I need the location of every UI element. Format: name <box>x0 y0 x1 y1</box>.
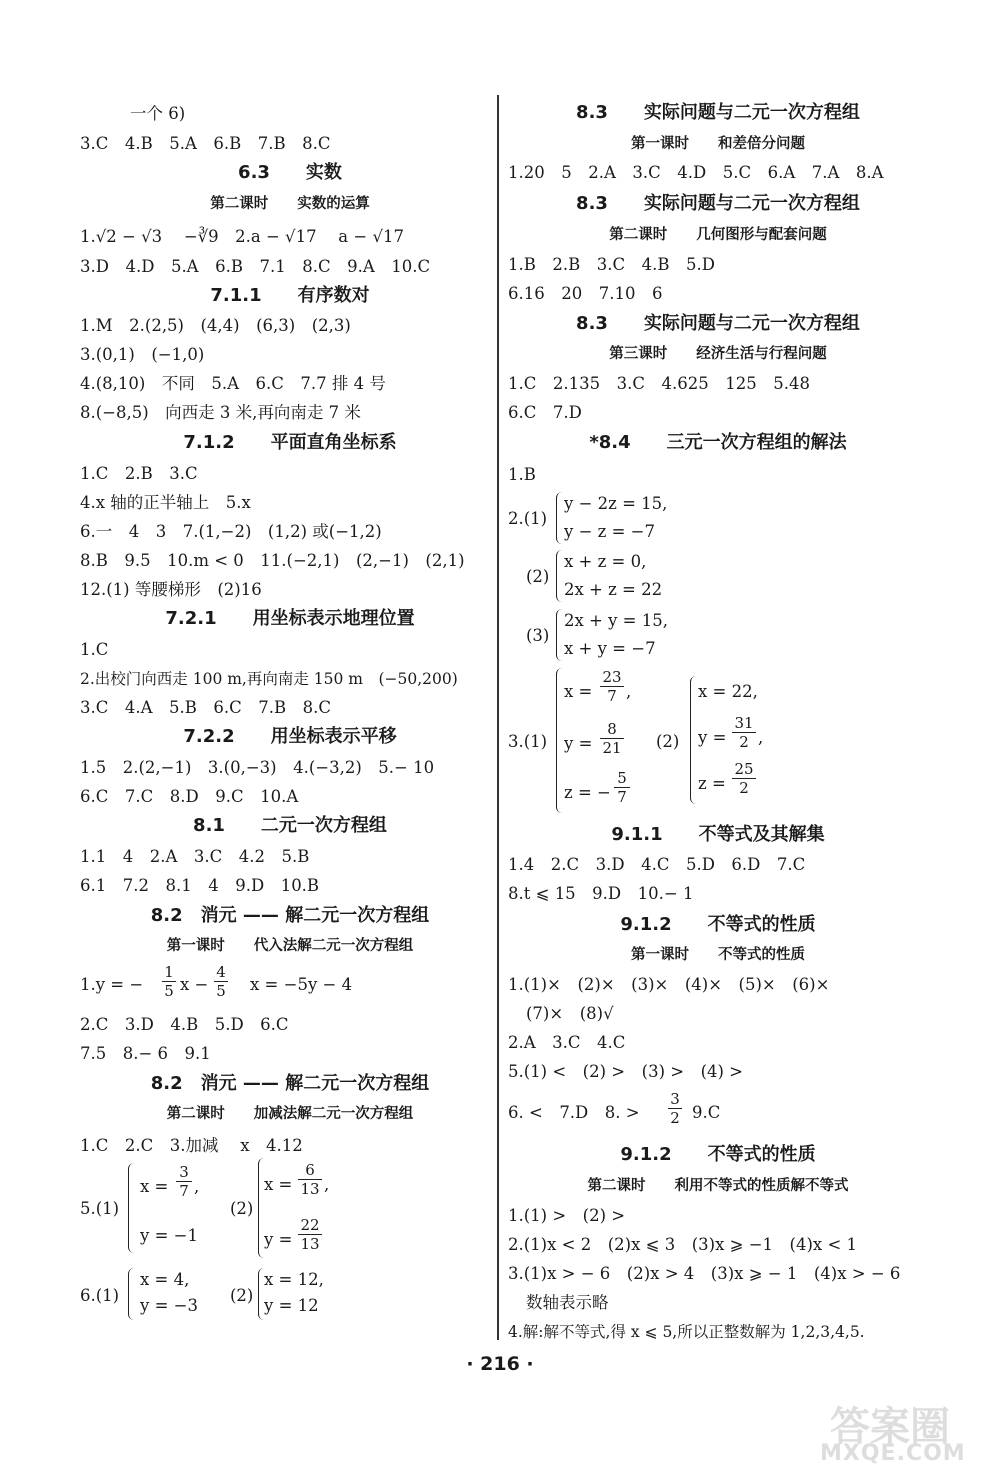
lesson-heading: 第三课时 经济生活与行程问题 <box>609 346 827 362</box>
answer-line: 1.M 2.(2,5) (4,4) (6,3) (2,3) <box>80 316 351 335</box>
fraction: $\frac{1}{5}$ <box>162 963 176 1000</box>
answer-line: 3.(0,1) (−1,0) <box>80 345 205 364</box>
left-brace <box>128 1268 136 1320</box>
section-heading: 7.1.2 平面直角坐标系 <box>183 432 397 453</box>
answer-line: 6.C 7.D <box>508 403 582 422</box>
answer-line: 9.C <box>692 1103 721 1122</box>
answer-line: 数轴表示略 <box>526 1293 609 1312</box>
equation: x = <box>564 682 593 701</box>
equation: x = 12, <box>264 1270 324 1289</box>
watermark <box>790 1395 990 1467</box>
fraction: $\frac{31}{2}$ <box>732 714 756 751</box>
section-heading: 9.1.2 不等式的性质 <box>620 1144 816 1165</box>
equation: x + z = 0, <box>564 552 647 571</box>
answer-line: 1.y = − <box>80 975 144 994</box>
lesson-heading: 第一课时 不等式的性质 <box>631 947 805 963</box>
answer-line: 1.5 2.(2,−1) 3.(0,−3) 4.(−3,2) 5.− 10 <box>80 758 435 777</box>
answer-line: 1.C 2.135 3.C 4.625 125 5.48 <box>508 374 810 393</box>
equation: y = <box>264 1230 293 1249</box>
answer-line: 2.出校门向西走 100 m,再向南走 150 m (−50,200) <box>80 670 458 688</box>
answer-line: 3.(1)x > − 6 (2)x > 4 (3)x ⩾ − 1 (4)x > − 6 <box>508 1264 901 1283</box>
answer-line: 5.(1) < (2) > (3) > (4) > <box>508 1062 744 1081</box>
fraction: $\frac{3}{7}$ <box>176 1163 192 1200</box>
page-number: · 216 · <box>466 1353 534 1375</box>
answer-line: 7.5 8.− 6 9.1 <box>80 1044 211 1063</box>
section-heading: *8.4 三元一次方程组的解法 <box>589 432 847 453</box>
equation: x + y = −7 <box>564 639 656 658</box>
fraction: $\frac{3}{2}$ <box>668 1090 682 1127</box>
section-heading: 7.2.2 用坐标表示平移 <box>183 726 397 747</box>
answer-label: (2) <box>526 567 550 586</box>
answer-line: 6.16 20 7.10 6 <box>508 284 663 303</box>
fraction: $\frac{22}{13}$ <box>298 1216 322 1253</box>
answer-label: (2) <box>656 732 680 751</box>
left-brace <box>556 550 564 602</box>
fraction: $\frac{6}{13}$ <box>298 1161 322 1198</box>
answer-line: 6.一 4 3 7.(1,−2) (1,2) 或(−1,2) <box>80 522 382 541</box>
answer-line: 1.4 2.C 3.D 4.C 5.D 6.D 7.C <box>508 855 806 874</box>
section-heading: 8.1 二元一次方程组 <box>193 815 387 836</box>
lesson-heading: 第一课时 代入法解二元一次方程组 <box>166 938 414 954</box>
equation: z = − <box>564 783 611 802</box>
answer-line: (7)× (8)√ <box>526 1004 614 1023</box>
equation: 2x + y = 15, <box>564 611 668 630</box>
left-brace <box>556 668 564 813</box>
answer-label: 3.(1) <box>508 732 548 751</box>
answer-line: 1.C <box>80 640 109 659</box>
answer-label: 5.(1) <box>80 1199 120 1218</box>
answer-label: 2.(1) <box>508 509 548 528</box>
fraction: $\frac{25}{2}$ <box>732 760 756 797</box>
section-heading: 9.1.2 不等式的性质 <box>620 914 816 935</box>
left-brace <box>556 609 564 661</box>
equation: x = <box>264 1175 293 1194</box>
equation: x = 22, <box>698 682 758 701</box>
lesson-heading: 第二课时 加减法解二元一次方程组 <box>166 1106 414 1122</box>
equation: y = −1 <box>140 1226 198 1245</box>
equation: y − 2z = 15, <box>564 494 668 513</box>
lesson-heading: 第二课时 实数的运算 <box>210 196 370 212</box>
equation: y = 12 <box>264 1296 319 1315</box>
answer-line: 8.t ⩽ 15 9.D 10.− 1 <box>508 884 694 903</box>
fraction: $\frac{8}{21}$ <box>600 720 624 757</box>
answer-line: 4.解:解不等式,得 x ⩽ 5,所以正整数解为 1,2,3,4,5. <box>508 1323 865 1341</box>
equation: y = −3 <box>140 1296 198 1315</box>
answer-line: 8.B 9.5 10.m < 0 11.(−2,1) (2,−1) (2,1) <box>80 551 465 570</box>
section-heading: 9.1.1 不等式及其解集 <box>611 824 825 845</box>
section-heading: 8.2 消元 —— 解二元一次方程组 <box>150 1073 430 1094</box>
left-brace <box>556 492 564 544</box>
lesson-heading: 第二课时 利用不等式的性质解不等式 <box>587 1178 849 1194</box>
equation: x = 4, <box>140 1270 190 1289</box>
equation: x = <box>140 1177 169 1196</box>
answer-line: x − <box>180 975 209 994</box>
answer-label: 6.(1) <box>80 1286 120 1305</box>
section-heading: 8.3 实际问题与二元一次方程组 <box>576 313 860 334</box>
answer-line: 一个 6) <box>130 104 186 123</box>
answer-line: 1.(1)× (2)× (3)× (4)× (5)× (6)× <box>508 975 830 994</box>
answer-line: 1.C 2.B 3.C <box>80 464 198 483</box>
answer-line: 1.20 5 2.A 3.C 4.D 5.C 6.A 7.A 8.A <box>508 163 884 182</box>
answer-line: 1.√2 − √3 −∛9 2.a − √17 a − √17 <box>80 227 404 246</box>
answer-line: 1.B 2.B 3.C 4.B 5.D <box>508 255 715 274</box>
fraction: $\frac{4}{5}$ <box>214 963 228 1000</box>
answer-line: 12.(1) 等腰梯形 (2)16 <box>80 580 262 599</box>
answer-line: 1.1 4 2.A 3.C 4.2 5.B <box>80 847 310 866</box>
answer-line: 4.x 轴的正半轴上 5.x <box>80 493 251 512</box>
equation: y = <box>698 728 727 747</box>
answer-line: 6. < 7.D 8. > <box>508 1103 640 1122</box>
left-brace <box>690 676 698 804</box>
watermark-site: MXQE.COM <box>820 1441 966 1466</box>
answer-line: x = −5y − 4 <box>250 975 353 994</box>
answer-line: 3.C 4.B 5.A 6.B 7.B 8.C <box>80 134 331 153</box>
answer-label: (2) <box>230 1286 254 1305</box>
watermark-logo: 答案圈 <box>830 1404 950 1450</box>
lesson-heading: 第二课时 几何图形与配套问题 <box>609 227 827 243</box>
equation: , <box>626 682 632 701</box>
fraction: $\frac{5}{7}$ <box>614 769 630 806</box>
answer-line: 4.(8,10) 不同 5.A 6.C 7.7 排 4 号 <box>80 374 386 393</box>
answer-line: 2.(1)x < 2 (2)x ⩽ 3 (3)x ⩾ −1 (4)x < 1 <box>508 1235 858 1254</box>
answer-label: (2) <box>230 1199 254 1218</box>
equation: , <box>194 1177 200 1196</box>
answer-line: 6.1 7.2 8.1 4 9.D 10.B <box>80 876 320 895</box>
column-divider <box>497 95 499 1340</box>
fraction: $\frac{23}{7}$ <box>600 668 624 705</box>
section-heading: 7.1.1 有序数对 <box>210 285 370 306</box>
equation: y − z = −7 <box>564 522 655 541</box>
answer-line: 1.B <box>508 465 536 484</box>
answer-line: 6.C 7.C 8.D 9.C 10.A <box>80 787 299 806</box>
equation: , <box>758 728 764 747</box>
section-heading: 7.2.1 用坐标表示地理位置 <box>165 608 415 629</box>
answer-line: 1.(1) > (2) > <box>508 1206 626 1225</box>
equation: z = <box>698 774 726 793</box>
answer-label: (3) <box>526 626 550 645</box>
answer-line: 2.A 3.C 4.C <box>508 1033 626 1052</box>
section-heading: 6.3 实数 <box>238 162 342 183</box>
answer-line: 3.D 4.D 5.A 6.B 7.1 8.C 9.A 10.C <box>80 257 431 276</box>
section-heading: 8.2 消元 —— 解二元一次方程组 <box>150 905 430 926</box>
answer-line: 1.C 2.C 3.加减 x 4.12 <box>80 1136 303 1155</box>
section-heading: 8.3 实际问题与二元一次方程组 <box>576 193 860 214</box>
equation: , <box>324 1175 330 1194</box>
answer-line: 2.C 3.D 4.B 5.D 6.C <box>80 1015 289 1034</box>
left-brace <box>128 1163 136 1253</box>
equation: y = <box>564 734 593 753</box>
equation: 2x + z = 22 <box>564 580 663 599</box>
answer-line: 8.(−8,5) 向西走 3 米,再向南走 7 米 <box>80 403 361 422</box>
section-heading: 8.3 实际问题与二元一次方程组 <box>576 102 860 123</box>
answer-line: 3.C 4.A 5.B 6.C 7.B 8.C <box>80 698 331 717</box>
lesson-heading: 第一课时 和差倍分问题 <box>631 136 805 152</box>
